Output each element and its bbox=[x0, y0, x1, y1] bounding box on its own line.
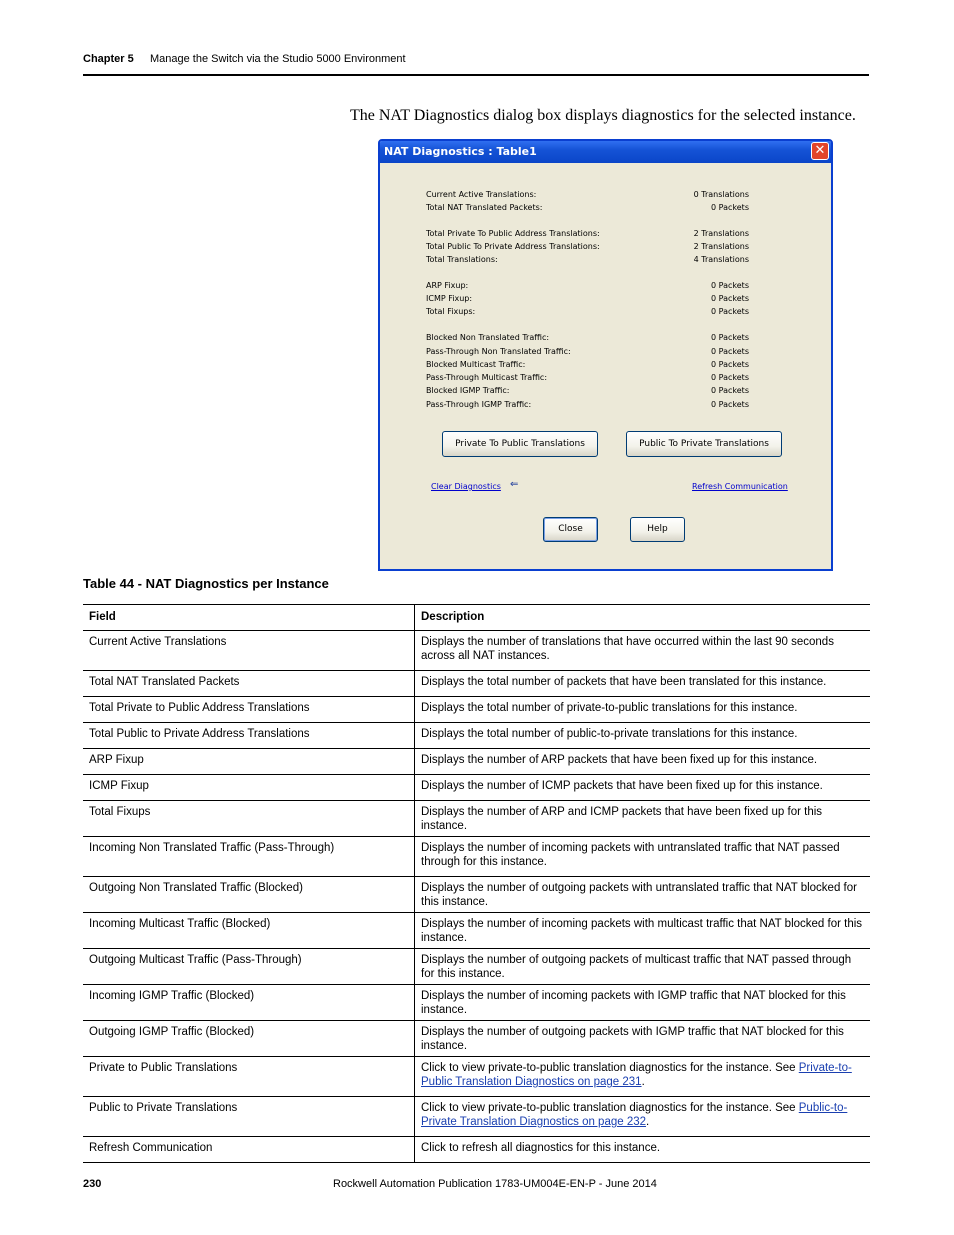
column-header-field: Field bbox=[83, 605, 415, 631]
stat-label: Total Private To Public Address Translations: bbox=[426, 229, 600, 238]
close-button[interactable]: Close bbox=[543, 517, 598, 542]
private-to-public-xref-link[interactable]: Private-to-Public Translation Diagnostics on page 231 bbox=[421, 1062, 852, 1088]
table-row bbox=[83, 949, 870, 985]
stat-label: Pass-Through Multicast Traffic: bbox=[426, 373, 548, 382]
table-row bbox=[83, 1137, 870, 1163]
stat-row bbox=[426, 384, 749, 397]
stat-row bbox=[426, 201, 749, 214]
stat-row bbox=[426, 292, 749, 305]
stat-row bbox=[426, 345, 749, 358]
stat-row bbox=[426, 358, 749, 371]
description-cell: Displays the number of incoming packets with multicast traffic that NAT blocked for this instance. bbox=[415, 913, 871, 949]
table-caption: Table 44 - NAT Diagnostics per Instance bbox=[83, 576, 329, 591]
table-header-row bbox=[83, 605, 870, 631]
table-row bbox=[83, 837, 870, 877]
intro-paragraph: The NAT Diagnostics dialog box displays diagnostics for the selected instance. bbox=[350, 107, 856, 124]
description-text: Click to view private-to-public translation diagnostics for the instance. See bbox=[421, 1062, 799, 1074]
field-cell: Incoming Non Translated Traffic (Pass-Through) bbox=[83, 837, 415, 877]
stat-value: 0 Packets bbox=[711, 281, 749, 290]
table-row bbox=[83, 913, 870, 949]
description-end: . bbox=[641, 1076, 645, 1088]
stat-label: Total Translations: bbox=[426, 255, 498, 264]
table-row bbox=[83, 1021, 870, 1057]
table-row bbox=[83, 1097, 870, 1137]
stat-row bbox=[426, 331, 749, 344]
stat-row bbox=[426, 305, 749, 318]
field-cell: Total Private to Public Address Translations bbox=[83, 697, 415, 723]
arrow-left-icon: ⇐ bbox=[510, 479, 519, 490]
field-cell: Incoming IGMP Traffic (Blocked) bbox=[83, 985, 415, 1021]
help-button[interactable]: Help bbox=[630, 517, 685, 542]
stat-value: 0 Packets bbox=[711, 360, 749, 369]
stat-value: 0 Packets bbox=[711, 333, 749, 342]
stat-value: 0 Packets bbox=[711, 203, 749, 212]
dialog-title: NAT Diagnostics : Table1 bbox=[384, 145, 537, 158]
field-cell: Total NAT Translated Packets bbox=[83, 671, 415, 697]
table-row bbox=[83, 775, 870, 801]
stat-row bbox=[426, 240, 749, 253]
field-cell: Total Public to Private Address Translations bbox=[83, 723, 415, 749]
stat-row bbox=[426, 253, 749, 266]
description-cell: Displays the number of ICMP packets that have been fixed up for this instance. bbox=[415, 775, 871, 801]
stat-value: 2 Translations bbox=[693, 229, 749, 238]
stat-row bbox=[426, 398, 749, 411]
field-cell: Refresh Communication bbox=[83, 1137, 415, 1163]
nat-diagnostics-dialog bbox=[378, 139, 833, 571]
stat-label: Total NAT Translated Packets: bbox=[426, 203, 543, 212]
publication-info: Rockwell Automation Publication 1783-UM004E-EN-P - June 2014 bbox=[333, 1178, 657, 1190]
stat-row bbox=[426, 188, 749, 201]
description-cell: Displays the number of translations that have occurred within the last 90 seconds across all NAT instances. bbox=[415, 631, 871, 671]
header-rule bbox=[83, 74, 869, 76]
stat-label: Current Active Translations: bbox=[426, 190, 537, 199]
field-cell: Outgoing Multicast Traffic (Pass-Through) bbox=[83, 949, 415, 985]
description-cell: Displays the number of outgoing packets with untranslated traffic that NAT blocked for this instance. bbox=[415, 877, 871, 913]
description-cell: Displays the number of incoming packets with untranslated traffic that NAT passed through for this instance. bbox=[415, 837, 871, 877]
stat-label: Blocked Non Translated Traffic: bbox=[426, 333, 550, 342]
table-row bbox=[83, 749, 870, 775]
description-cell: Displays the number of ARP packets that have been fixed up for this instance. bbox=[415, 749, 871, 775]
stat-value: 0 Translations bbox=[693, 190, 749, 199]
field-cell: ARP Fixup bbox=[83, 749, 415, 775]
description-cell: Displays the number of outgoing packets of multicast traffic that NAT passed through for this instance. bbox=[415, 949, 871, 985]
description-end: . bbox=[646, 1116, 650, 1128]
description-cell: Displays the total number of private-to-public translations for this instance. bbox=[415, 697, 871, 723]
stat-row bbox=[426, 279, 749, 292]
chapter-title: Manage the Switch via the Studio 5000 Environment bbox=[150, 53, 406, 65]
description-cell: Displays the number of outgoing packets with IGMP traffic that NAT blocked for this instance. bbox=[415, 1021, 871, 1057]
private-to-public-button[interactable]: Private To Public Translations bbox=[442, 431, 598, 457]
table-row bbox=[83, 801, 870, 837]
stat-value: 0 Packets bbox=[711, 386, 749, 395]
stat-label: Total Public To Private Address Translations: bbox=[426, 242, 600, 251]
stat-label: ICMP Fixup: bbox=[426, 294, 473, 303]
field-cell: Incoming Multicast Traffic (Blocked) bbox=[83, 913, 415, 949]
field-cell: Outgoing Non Translated Traffic (Blocked) bbox=[83, 877, 415, 913]
description-cell: Displays the number of incoming packets with IGMP traffic that NAT blocked for this instance. bbox=[415, 985, 871, 1021]
column-header-description: Description bbox=[415, 605, 871, 631]
description-cell: Displays the total number of public-to-private translations for this instance. bbox=[415, 723, 871, 749]
description-cell: Displays the number of ARP and ICMP packets that have been fixed up for this instance. bbox=[415, 801, 871, 837]
field-cell: Total Fixups bbox=[83, 801, 415, 837]
stat-value: 0 Packets bbox=[711, 373, 749, 382]
description-cell bbox=[415, 1097, 871, 1137]
stat-label: Total Fixups: bbox=[426, 307, 476, 316]
stat-label: Blocked Multicast Traffic: bbox=[426, 360, 526, 369]
refresh-communication-link[interactable]: Refresh Communication bbox=[692, 482, 788, 491]
table-row bbox=[83, 723, 870, 749]
chapter-label: Chapter 5 bbox=[83, 53, 134, 65]
field-cell: ICMP Fixup bbox=[83, 775, 415, 801]
stat-value: 0 Packets bbox=[711, 347, 749, 356]
stat-value: 0 Packets bbox=[711, 294, 749, 303]
table-row bbox=[83, 877, 870, 913]
field-cell: Private to Public Translations bbox=[83, 1057, 415, 1097]
description-cell bbox=[415, 1057, 871, 1097]
table-row bbox=[83, 1057, 870, 1097]
stat-value: 2 Translations bbox=[693, 242, 749, 251]
stat-value: 0 Packets bbox=[711, 400, 749, 409]
table-row bbox=[83, 631, 870, 671]
page-number: 230 bbox=[83, 1178, 102, 1190]
table-row bbox=[83, 697, 870, 723]
nat-diagnostics-table bbox=[83, 604, 870, 1163]
stat-label: Pass-Through Non Translated Traffic: bbox=[426, 347, 571, 356]
stat-label: Pass-Through IGMP Traffic: bbox=[426, 400, 532, 409]
stat-value: 4 Translations bbox=[693, 255, 749, 264]
table-row bbox=[83, 671, 870, 697]
description-cell: Displays the total number of packets that have been translated for this instance. bbox=[415, 671, 871, 697]
description-text: Click to view private-to-public translation diagnostics for the instance. See bbox=[421, 1102, 799, 1114]
stat-value: 0 Packets bbox=[711, 307, 749, 316]
stat-row bbox=[426, 227, 749, 240]
public-to-private-button[interactable]: Public To Private Translations bbox=[626, 431, 782, 457]
field-cell: Outgoing IGMP Traffic (Blocked) bbox=[83, 1021, 415, 1057]
clear-diagnostics-link[interactable]: Clear Diagnostics bbox=[431, 482, 501, 491]
public-to-private-xref-link[interactable]: Public-to-Private Translation Diagnostics on page 232 bbox=[421, 1102, 848, 1128]
stat-label: Blocked IGMP Traffic: bbox=[426, 386, 510, 395]
stat-label: ARP Fixup: bbox=[426, 281, 469, 290]
field-cell: Current Active Translations bbox=[83, 631, 415, 671]
table-row bbox=[83, 985, 870, 1021]
close-icon[interactable]: ✕ bbox=[811, 142, 829, 160]
field-cell: Public to Private Translations bbox=[83, 1097, 415, 1137]
description-cell: Click to refresh all diagnostics for this instance. bbox=[415, 1137, 871, 1163]
stat-row bbox=[426, 371, 749, 384]
dialog-titlebar bbox=[380, 141, 831, 163]
